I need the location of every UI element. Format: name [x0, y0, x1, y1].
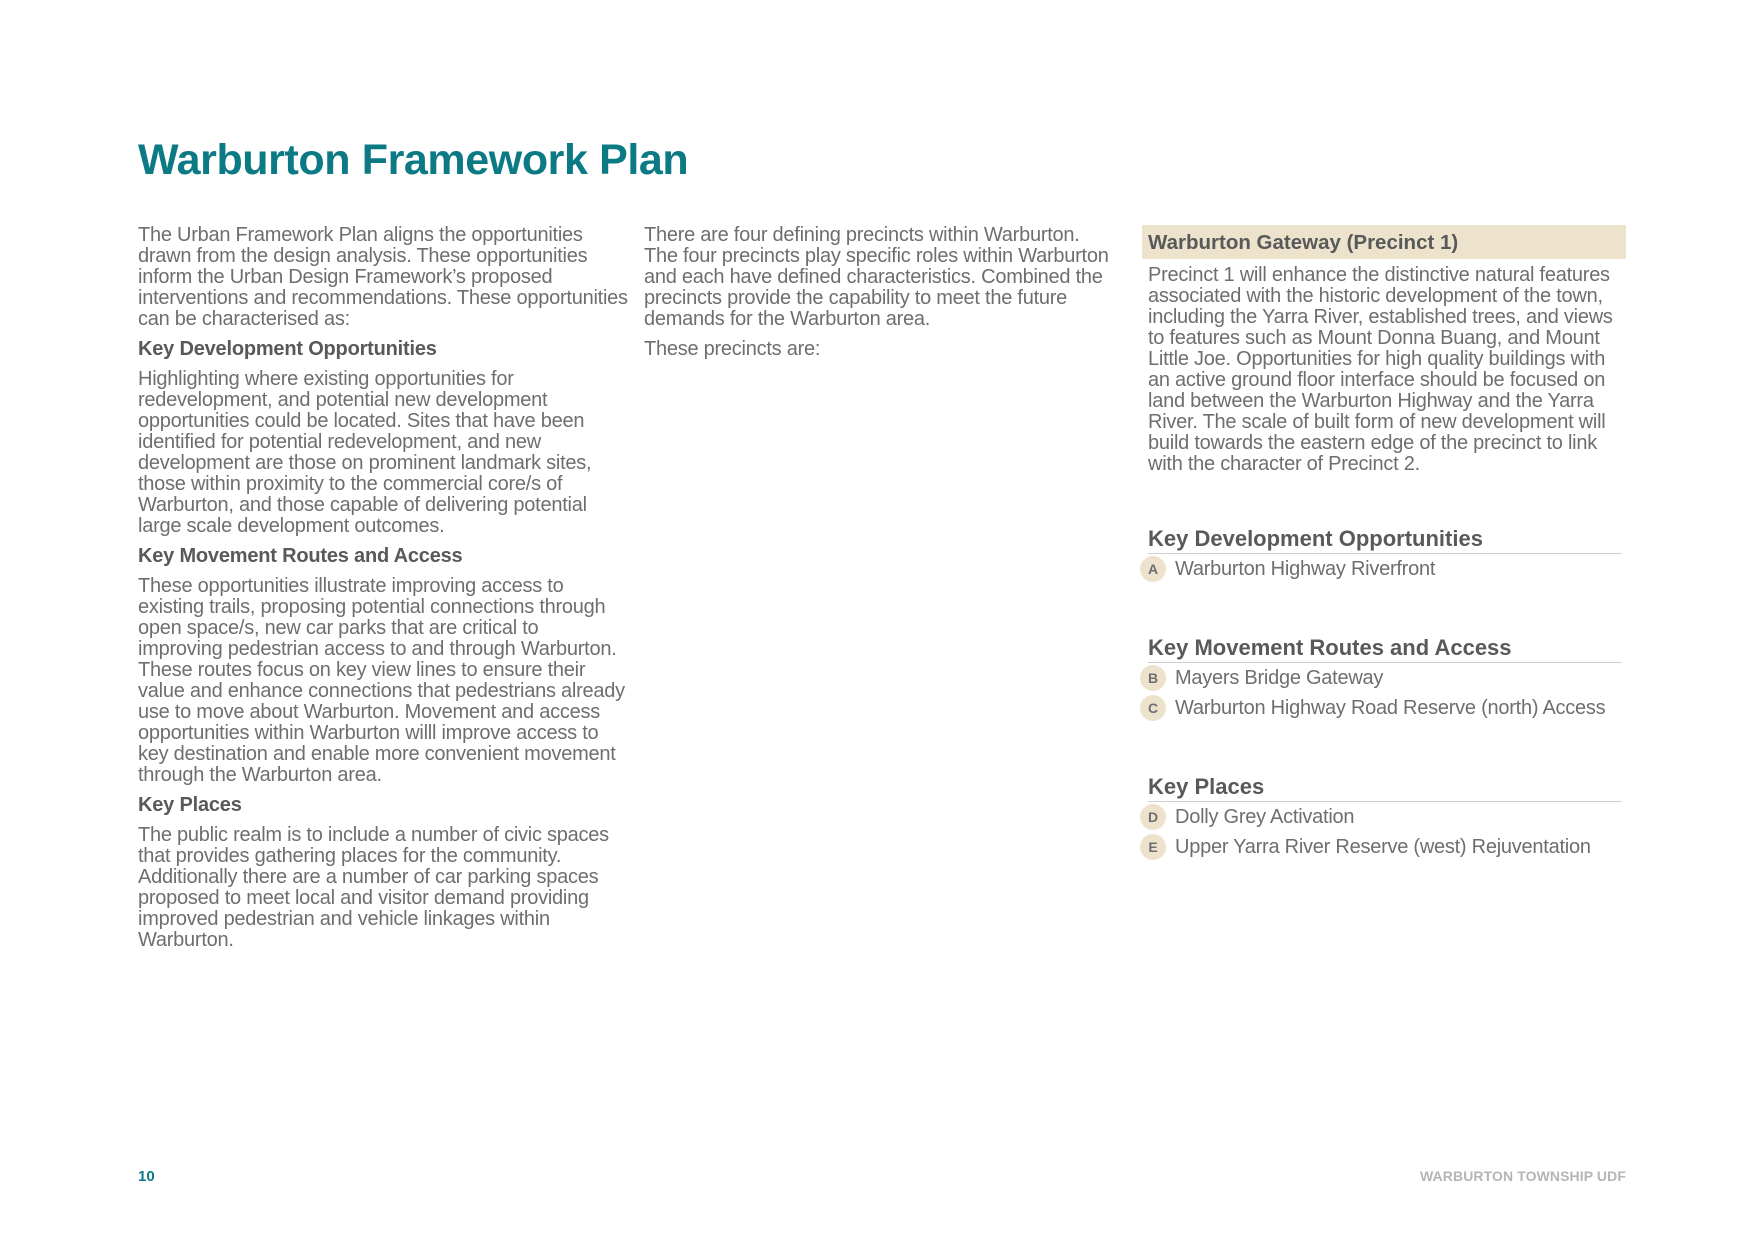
badge-d: D — [1140, 804, 1166, 830]
precincts-list-lead: These precincts are: — [644, 338, 821, 360]
group-key-movement-routes — [1148, 634, 1626, 723]
footer-document-title: WARBURTON TOWNSHIP UDF — [1420, 1168, 1626, 1184]
precinct-description: Precinct 1 will enhance the distinctive natural features associated with the historic development of the town, including the Yarra River, established trees, and views to features such as Mount Donna Buang, and Mount Little Joe. Opportunities for high quality buildings with an active ground floor interface should be focused on land between the Warburton Highway and the Yarra River. The scale of built form of new development will build towards the eastern edge of the precinct to link with the character of Precinct 2. — [1148, 264, 1613, 475]
list-item — [1140, 663, 1626, 693]
column-middle — [644, 225, 1114, 369]
intro-paragraph: The Urban Framework Plan aligns the opportunities drawn from the design analysis. These opportunities inform the Urban Design Framework’s proposed interventions and recommendations. These opportunities can be characterised as: — [138, 224, 628, 330]
list-item — [1140, 554, 1626, 584]
badge-b: B — [1140, 665, 1166, 691]
precincts-intro-paragraph: There are four defining precincts within Warburton. The four precincts play specific roles within Warburton and each have defined characteristics. Combined the precincts provide the capability to meet the future demands for the Warburton area. — [644, 224, 1109, 330]
heading-key-development-opportunities: Key Development Opportunities — [138, 338, 437, 360]
badge-a: A — [1140, 556, 1166, 582]
group-key-development-opportunities — [1148, 525, 1626, 584]
group-title: Key Movement Routes and Access — [1148, 634, 1622, 663]
column-left — [138, 225, 628, 960]
paragraph-key-development-opportunities: Highlighting where existing opportunities for redevelopment, and potential new development opportunities could be located. Sites that have been identified for potential redevelopment, and new development are those on prominent landmark sites, those within proximity to the commercial core/s of Warburton, and those capable of delivering potential large scale development outcomes. — [138, 368, 592, 537]
item-label: Dolly Grey Activation — [1175, 805, 1355, 828]
heading-key-places: Key Places — [138, 794, 242, 816]
badge-c: C — [1140, 695, 1166, 721]
item-label: Upper Yarra River Reserve (west) Rejuventation — [1175, 835, 1591, 858]
item-label: Mayers Bridge Gateway — [1175, 666, 1384, 689]
group-title: Key Development Opportunities — [1148, 525, 1622, 554]
page-title: Warburton Framework Plan — [138, 136, 689, 184]
item-label: Warburton Highway Road Reserve (north) Access — [1175, 696, 1606, 719]
badge-e: E — [1140, 834, 1166, 860]
page-number: 10 — [138, 1168, 155, 1185]
paragraph-key-movement-routes: These opportunities illustrate improving access to existing trails, proposing potential connections through open space/s, new car parks that are critical to improving pedestrian access to and through Warburton. These routes focus on key view lines to ensure their value and enhance connections that pedestrians already use to move about Warburton. Movement and access opportunities within Warburton willl improve access to key destination and enable more convenient movement through the Warburton area. — [138, 575, 625, 786]
list-item — [1140, 802, 1626, 832]
paragraph-key-places: The public realm is to include a number of civic spaces that provides gathering places for the community. Additionally there are a number of car parking spaces proposed to meet local and visitor demand providing improved pedestrian and vehicle linkages within Warburton. — [138, 824, 609, 951]
group-key-places — [1148, 773, 1626, 862]
list-item — [1140, 693, 1626, 723]
precinct-title-banner: Warburton Gateway (Precinct 1) — [1142, 225, 1626, 259]
item-label: Warburton Highway Riverfront — [1175, 557, 1436, 580]
group-title: Key Places — [1148, 773, 1622, 802]
list-item — [1140, 832, 1626, 862]
heading-key-movement-routes: Key Movement Routes and Access — [138, 545, 463, 567]
column-right — [1146, 225, 1626, 862]
